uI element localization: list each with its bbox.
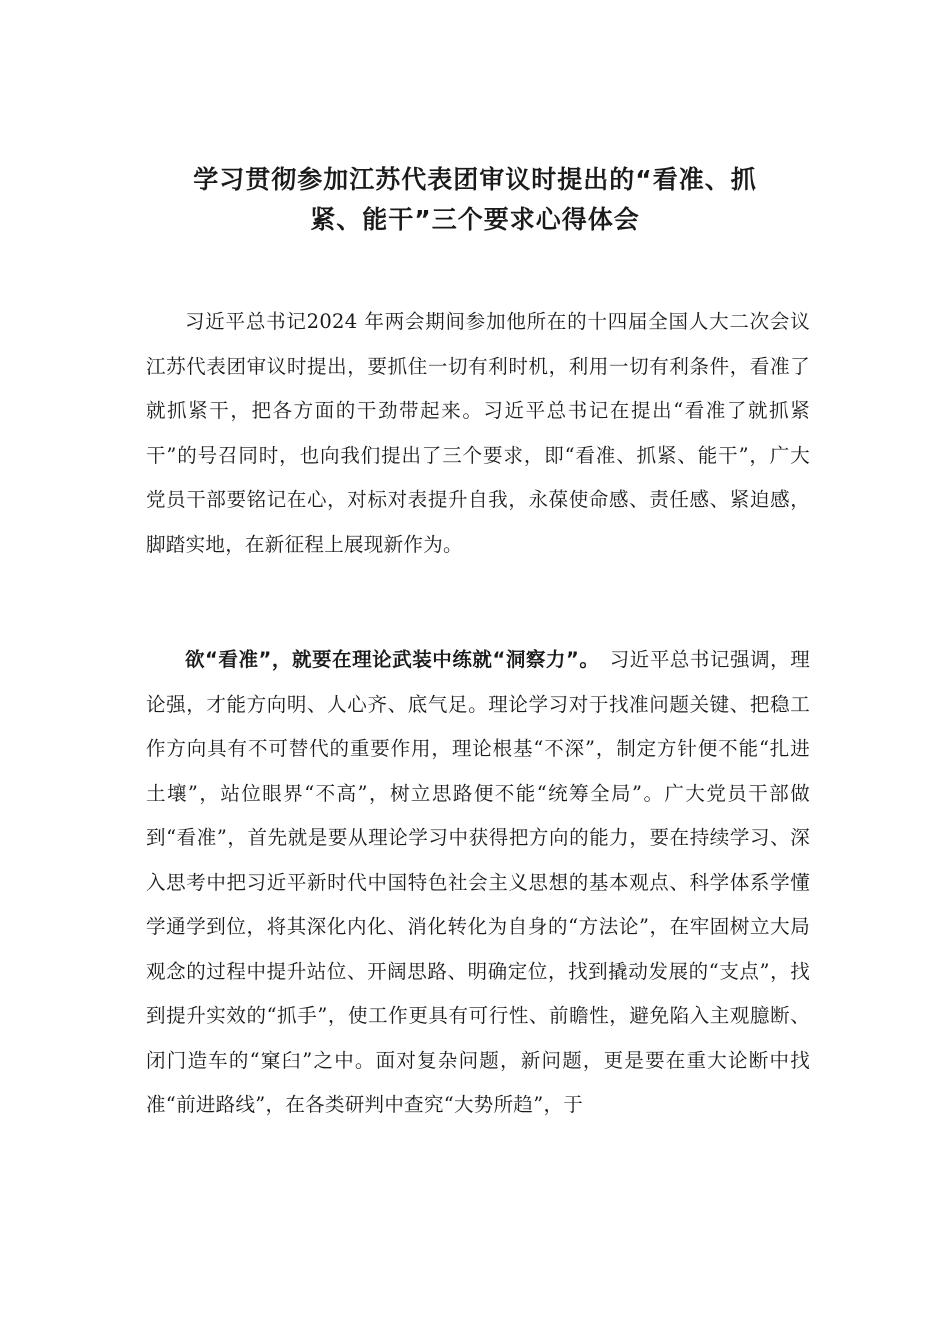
paragraph-section-1 — [146, 638, 810, 1128]
title-line-1: 学习贯彻参加江苏代表团审议时提出的“看准、抓 — [193, 165, 757, 194]
title-line-2: 紧、能干”三个要求心得体会 — [310, 205, 640, 234]
paragraph-intro — [146, 300, 810, 567]
paragraph-section-1-text: 习近平总书记强调，理论强，才能方向明、人心齐、底气足。理论学习对于找准问题关键、把稳工作方向具有不可替代的重要作用，理论根基“不深”，制定方针便不能“扎进土壤”，站位眼界“不高”，树立思路便不能“统筹全局”。广大党员干部做到“看准”，首先就是要从理论学习中获得把方向的能力，要在持续学习、深入思考中把习近平新时代中国特色社会主义思想的基本观点、科学体系学懂学通学到位，将其深化内化、消化转化为自身的“方法论”，在牢固树立大局观念的过程中提升站位、开阔思路、明确定位，找到撬动发展的“支点”，找到提升实效的“抓手”，使工作更具有可行性、前瞻性，避免陷入主观臆断、闭门造车的“窠臼”之中。面对复杂问题，新问题，更是要在重大论断中找准“前进路线”，在各类研判中查究“大势所趋”，于 — [146, 648, 810, 1116]
document-title — [130, 160, 820, 240]
paragraph-intro-text: 习近平总书记2024 年两会期间参加他所在的十四届全国人大二次会议江苏代表团审议时提出，要抓住一切有利时机，利用一切有利条件，看准了就抓紧干，把各方面的干劲带起来。习近平总书记在提出“看准了就抓紧干”的号召同时，也向我们提出了三个要求，即“看准、抓紧、能干”，广大党员干部要铭记在心，对标对表提升自我，永葆使命感、责任感、紧迫感，脚踏实地，在新征程上展现新作为。 — [146, 310, 810, 556]
paragraph-section-1-lead: 欲“看准”，就要在理论武装中练就“洞察力”。 — [185, 648, 590, 671]
